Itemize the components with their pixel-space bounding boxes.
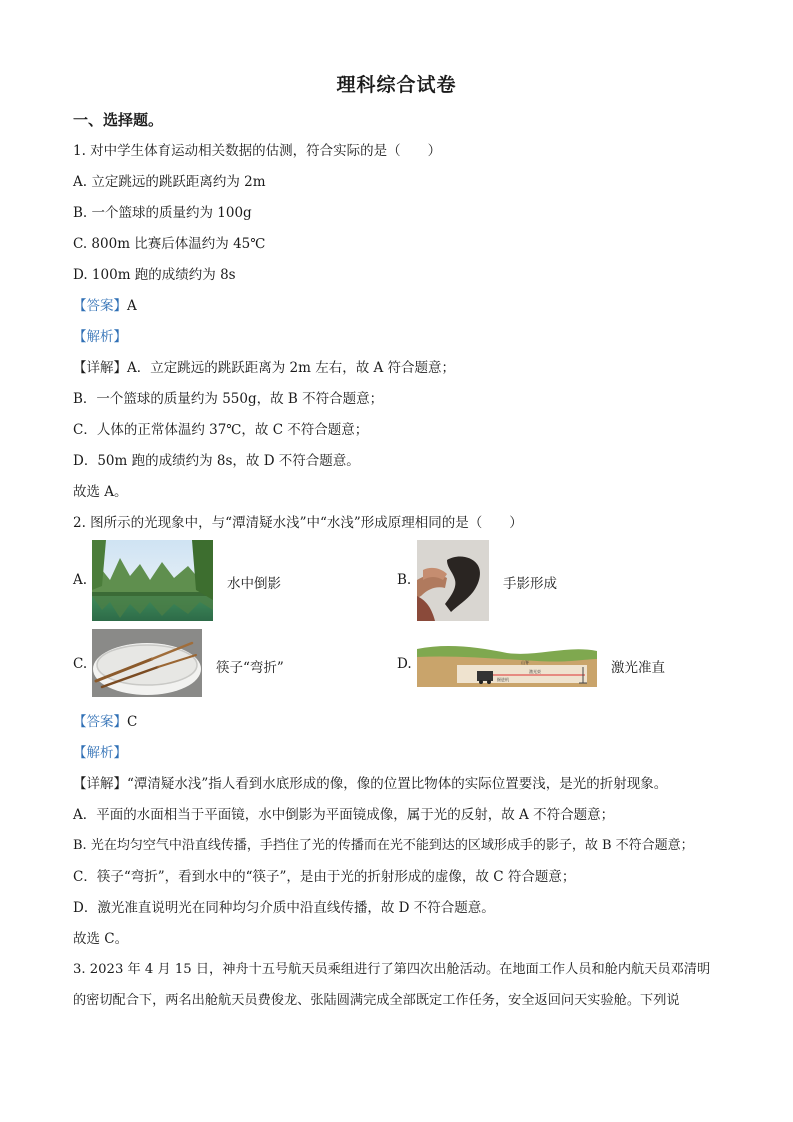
q1-option-a: A. 立定跳远的跳跃距离约为 2m (73, 174, 266, 190)
laser-tunnel-diagram (417, 641, 597, 687)
q1-option-b: B. 一个篮球的质量约为 100g (73, 205, 252, 221)
q2-analysis-tag: 【解析】 (73, 745, 127, 761)
q2-option-b-caption: 手影形成 (503, 576, 557, 592)
tunnel-label-laser: 激光束 (529, 669, 541, 674)
q2-detail-d: D．激光准直说明光在同种均匀介质中沿直线传播，故 D 不符合题意。 (73, 900, 495, 916)
q2-detail-intro (73, 775, 667, 793)
tunnel-label-ridge: 山脊 (521, 660, 529, 665)
section-heading: 一、选择题。 (73, 111, 164, 129)
q2-detail-a: A．平面的水面相当于平面镜，水中倒影为平面镜成像，属于光的反射，故 A 不符合题意； (73, 807, 615, 823)
detail-text: “潭清疑水浅”指人看到水底形成的像，像的位置比物体的实际位置要浅，是光的折射现象。 (127, 776, 668, 792)
q1-detail-d: D．50m 跑的成绩约为 8s，故 D 不符合题意。 (73, 453, 360, 469)
page-title: 理科综合试卷 (336, 74, 457, 96)
q2-conclusion: 故选 C。 (73, 931, 129, 947)
q1-answer (73, 297, 137, 315)
q1-detail-a (73, 359, 455, 377)
reflection-photo (92, 540, 213, 621)
bent-chopsticks-photo (92, 629, 202, 697)
q2-option-c-caption: 筷子“弯折” (216, 660, 284, 676)
q1-stem: 1. 对中学生体育运动相关数据的估测，符合实际的是（ ） (73, 143, 442, 159)
hand-shadow-photo (417, 540, 489, 621)
detail-tag: 【详解】 (73, 776, 127, 792)
q2-option-b-letter: B. (397, 572, 412, 588)
q2-option-c-letter: C. (73, 656, 88, 672)
detail-tag: 【详解】 (73, 360, 127, 376)
answer-tag: 【答案】 (73, 714, 127, 730)
answer-value: C (127, 714, 138, 730)
tunnel-label-machine: 掘进机 (497, 677, 509, 682)
q2-detail-c: C．筷子“弯折”，看到水中的“筷子”，是由于光的折射形成的虚像，故 C 符合题意； (73, 869, 576, 885)
q2-option-d-caption: 激光准直 (611, 660, 665, 676)
q1-option-c: C. 800m 比赛后体温约为 45℃ (73, 236, 266, 252)
q1-detail-b: B．一个篮球的质量约为 550g，故 B 不符合题意； (73, 391, 384, 407)
q2-answer (73, 713, 137, 731)
detail-text: A．立定跳远的跳跃距离为 2m 左右，故 A 符合题意； (127, 360, 456, 376)
q2-detail-b: B. 光在均匀空气中沿直线传播，手挡住了光的传播而在光不能到达的区域形成手的影子，故 B 不符合题意； (73, 838, 694, 853)
q3-line-1: 3. 2023 年 4 月 15 日，神舟十五号航天员乘组进行了第四次出舱活动。在地面工作人员和舱内航天员邓清明 (73, 962, 711, 977)
answer-tag: 【答案】 (73, 298, 127, 314)
q2-option-a-caption: 水中倒影 (227, 576, 281, 592)
q1-analysis-tag: 【解析】 (73, 329, 127, 345)
q1-conclusion: 故选 A。 (73, 484, 128, 500)
q2-option-d-letter: D. (397, 656, 412, 672)
q2-stem: 2. 图所示的光现象中，与“潭清疑水浅”中“水浅”形成原理相同的是（ ） (73, 515, 523, 531)
q2-option-a-letter: A. (73, 572, 88, 588)
q3-line-2: 的密切配合下，两名出舱航天员费俊龙、张陆圆满完成全部既定工作任务，安全返回问天实验舱。下列说 (73, 993, 680, 1008)
q1-detail-c: C．人体的正常体温约 37℃，故 C 不符合题意； (73, 422, 369, 438)
answer-value: A (127, 298, 137, 314)
q1-option-d: D. 100m 跑的成绩约为 8s (73, 267, 236, 283)
